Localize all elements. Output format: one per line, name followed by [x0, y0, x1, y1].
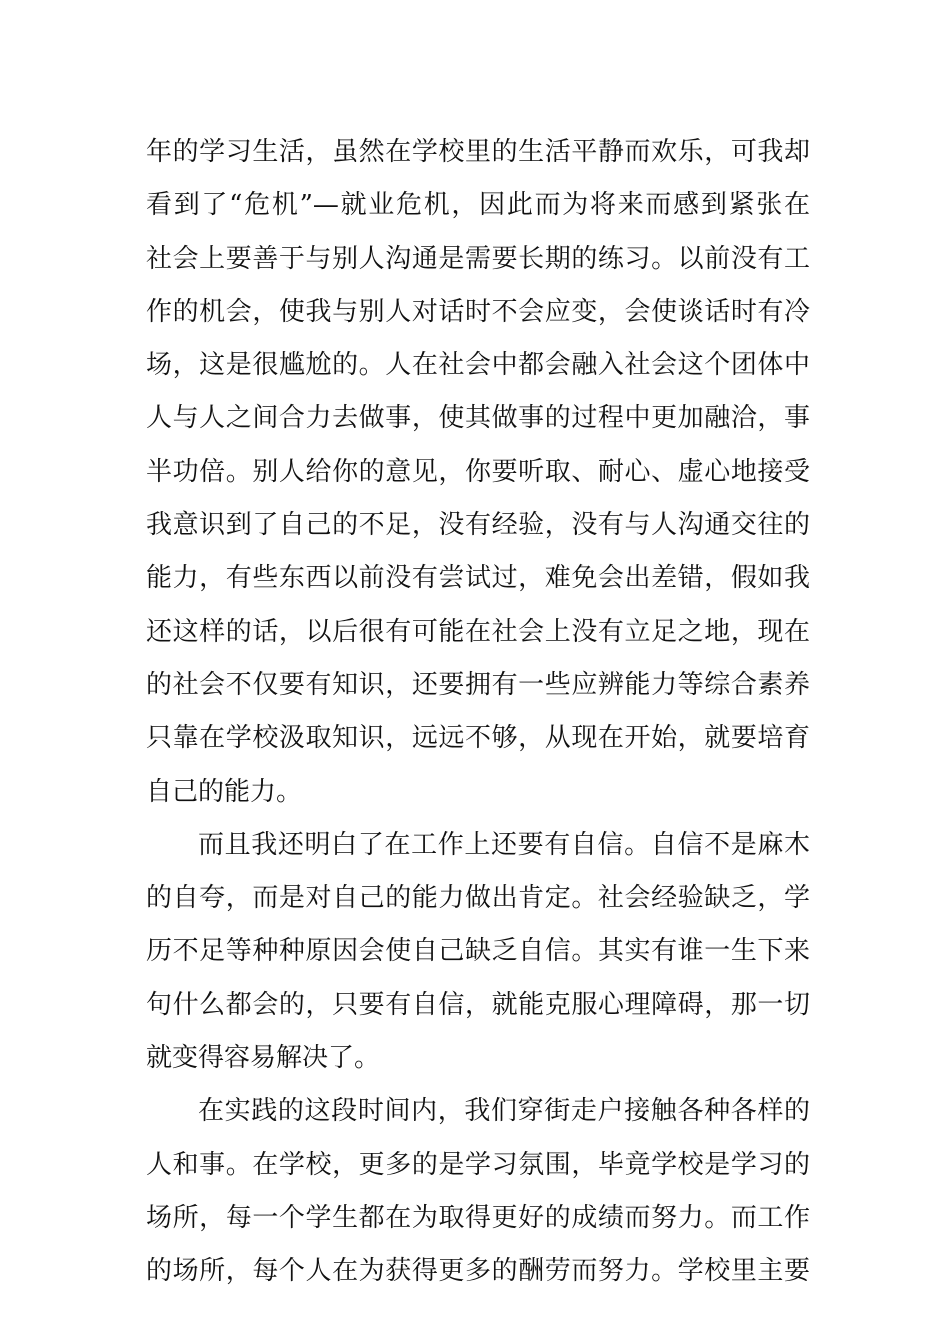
text-line: 人和事。在学校，更多的是学习氛围，毕竟学校是学习的	[146, 1149, 810, 1180]
text-line: 社会上要善于与别人沟通是需要长期的练习。以前没有工	[146, 243, 810, 274]
text-line: 看到了“危机”—就业危机，因此而为将来而感到紧张在	[146, 190, 810, 221]
text-line: 能力，有些东西以前没有尝试过，难免会出差错，假如我	[146, 563, 810, 594]
text-line: 我意识到了自己的不足，没有经验，没有与人沟通交往的	[146, 510, 810, 541]
text-line: 自己的能力。	[146, 776, 303, 807]
text-line: 只靠在学校汲取知识，远远不够，从现在开始，就要培育	[146, 723, 810, 754]
text-line: 场，这是很尴尬的。人在社会中都会融入社会这个团体中	[146, 350, 810, 381]
text-line: 场所，每一个学生都在为取得更好的成绩而努力。而工作	[146, 1202, 810, 1233]
text-line: 的自夸，而是对自己的能力做出肯定。社会经验缺乏，学	[146, 883, 810, 914]
text-line: 还这样的话，以后很有可能在社会上没有立足之地，现在	[146, 616, 810, 647]
text-line: 句什么都会的，只要有自信，就能克服心理障碍，那一切	[146, 989, 810, 1020]
text-line: 半功倍。别人给你的意见，你要听取、耐心、虚心地接受	[146, 456, 810, 487]
text-line: 年的学习生活，虽然在学校里的生活平静而欢乐，可我却	[146, 137, 810, 167]
text-line: 作的机会，使我与别人对话时不会应变，会使谈话时有冷	[146, 296, 810, 327]
text-line: 历不足等种种原因会使自己缺乏自信。其实有谁一生下来	[146, 936, 810, 967]
text-line: 的社会不仅要有知识，还要拥有一些应辨能力等综合素养	[146, 669, 810, 700]
paragraph-start-line: 在实践的这段时间内，我们穿街走户接触各种各样的	[198, 1096, 810, 1127]
paragraph-start-line: 而且我还明白了在工作上还要有自信。自信不是麻木	[198, 829, 810, 860]
text-line: 人与人之间合力去做事，使其做事的过程中更加融洽，事	[146, 403, 810, 434]
text-line: 的场所，每个人在为获得更多的酬劳而努力。学校里主要	[146, 1256, 810, 1287]
text-line: 就变得容易解决了。	[146, 1043, 381, 1074]
document-body	[146, 126, 810, 1299]
